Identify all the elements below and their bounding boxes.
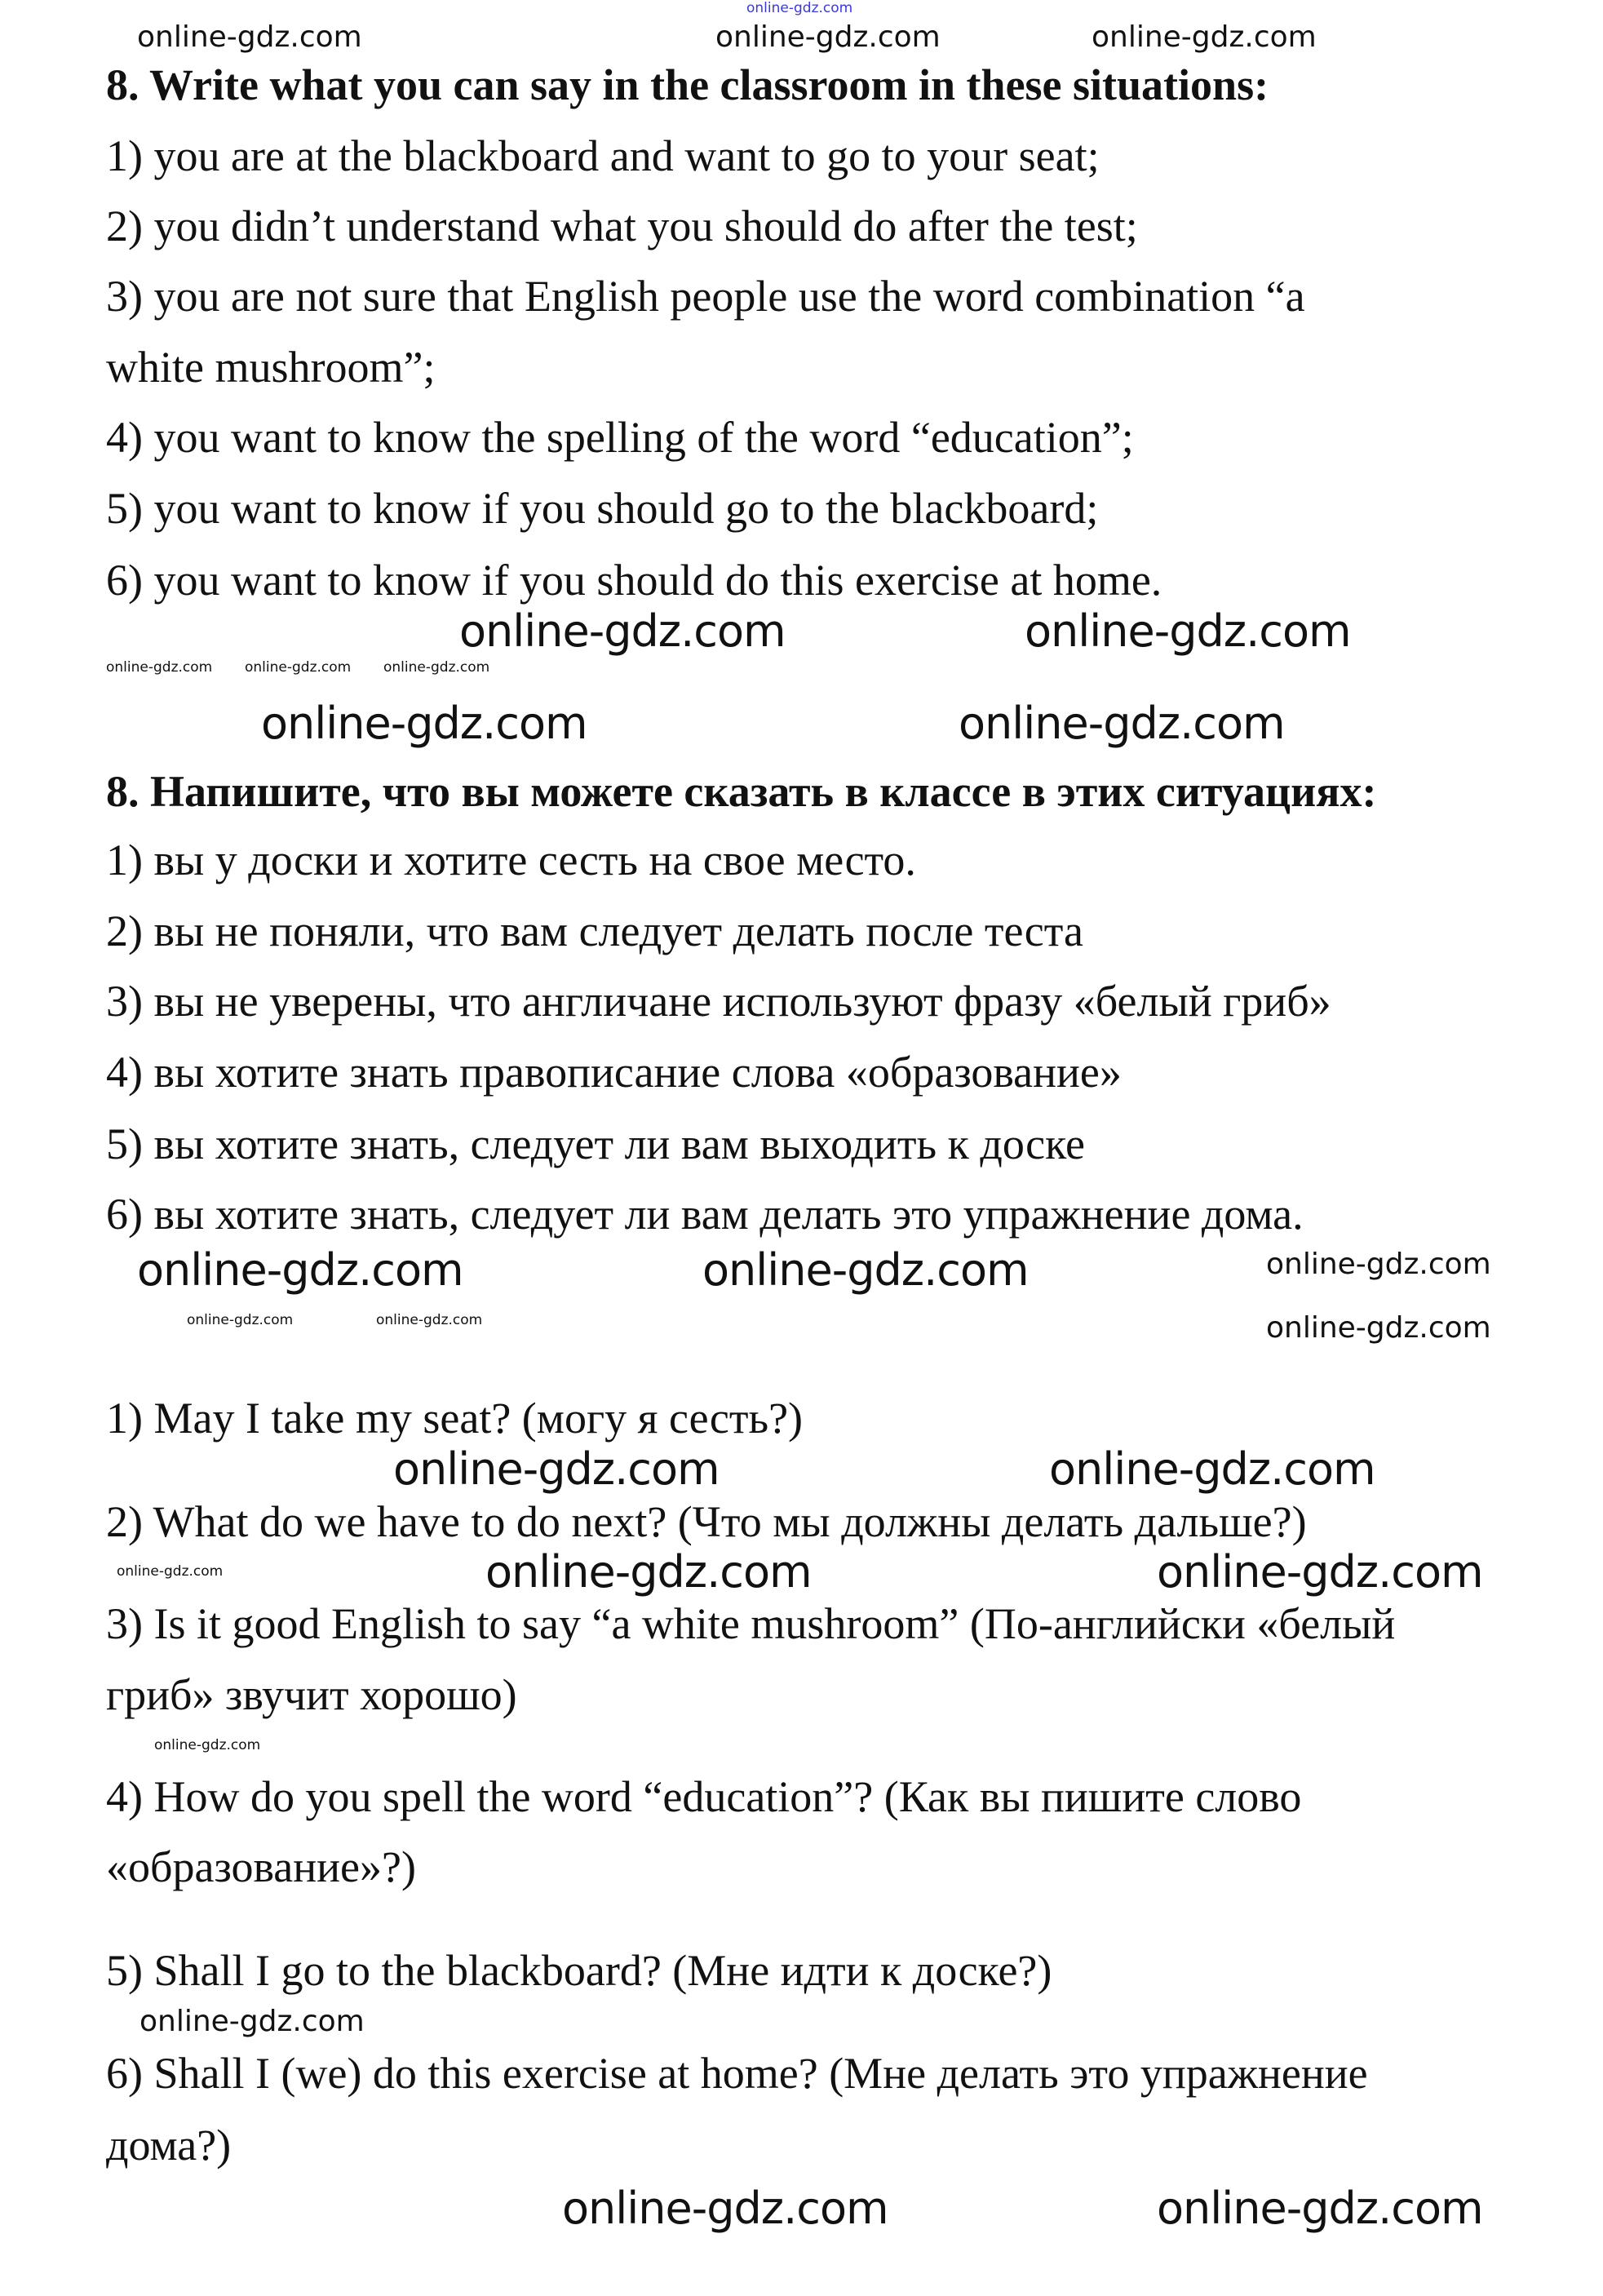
answer-5: 5) Shall I go to the blackboard? (Мне идти к доске?) [106,1946,1052,1995]
watermark: online-gdz.com [154,1737,261,1753]
watermark: online-gdz.com [715,20,941,54]
watermark: online-gdz.com [137,20,362,54]
watermark: online-gdz.com [1266,1248,1491,1281]
watermark: online-gdz.com [393,1443,720,1495]
situation-ru-2: 2) вы не поняли, что вам следует делать после теста [106,906,1083,955]
answer-4-cont: «образование»?) [106,1842,416,1891]
exercise-title-en: 8. Write what you can say in the classroom in these situations: [106,60,1269,109]
watermark: online-gdz.com [459,605,786,657]
watermark: online-gdz.com [1025,605,1351,657]
watermark: online-gdz.com [376,1312,483,1328]
exercise-title-ru: 8. Напишите, что вы можете сказать в классе в этих ситуациях: [106,767,1377,816]
answer-6-cont: дома?) [106,2121,232,2170]
watermark: online-gdz.com [261,698,587,749]
watermark: online-gdz.com [1266,1311,1491,1345]
answer-3-cont: гриб» звучит хорошо) [106,1670,517,1719]
watermark: online-gdz.com [106,659,213,676]
watermark: online-gdz.com [562,2183,888,2234]
watermark: online-gdz.com [1157,1546,1483,1598]
situation-1: 1) you are at the blackboard and want to go to your seat; [106,131,1100,180]
answer-4: 4) How do you spell the word “education”? (Как вы пишите слово [106,1772,1302,1821]
situation-3-cont: white mushroom”; [106,343,436,392]
watermark: online-gdz.com [1049,1443,1375,1495]
answer-3: 3) Is it good English to say “a white mushroom” (По-английски «белый [106,1599,1396,1648]
situation-3: 3) you are not sure that English people use the word combination “a [106,272,1305,321]
situation-6: 6) you want to know if you should do this exercise at home. [106,556,1162,605]
situation-ru-1: 1) вы у доски и хотите сесть на свое место. [106,836,916,884]
watermark: online-gdz.com [702,1244,1029,1296]
situation-ru-5: 5) вы хотите знать, следует ли вам выходить к доске [106,1119,1085,1168]
watermark: online-gdz.com [137,1244,463,1296]
watermark: online-gdz.com [139,2005,365,2038]
answer-2: 2) What do we have to do next? (Что мы должны делать дальше?) [106,1497,1307,1546]
situation-4: 4) you want to know the spelling of the word “education”; [106,413,1134,462]
watermark: online-gdz.com [959,698,1285,749]
answer-6: 6) Shall I (we) do this exercise at home? (Мне делать это упражнение [106,2049,1368,2098]
situation-ru-6: 6) вы хотите знать, следует ли вам делать это упражнение дома. [106,1190,1304,1239]
situation-2: 2) you didn’t understand what you should do after the test; [106,202,1138,250]
watermark: online-gdz.com [485,1546,812,1598]
watermark: online-gdz.com [187,1312,294,1328]
watermark: online-gdz.com [117,1563,224,1580]
situation-ru-3: 3) вы не уверены, что англичане используют фразу «белый гриб» [106,977,1331,1026]
watermark: online-gdz.com [245,659,352,676]
answer-1: 1) May I take my seat? (могу я сесть?) [106,1394,804,1443]
watermark: online-gdz.com [1092,20,1317,54]
watermark: online-gdz.com [1157,2183,1483,2234]
situation-ru-4: 4) вы хотите знать правописание слова «образование» [106,1048,1122,1097]
watermark: online-gdz.com [746,0,853,16]
watermark: online-gdz.com [383,659,490,676]
situation-5: 5) you want to know if you should go to the blackboard; [106,484,1099,533]
